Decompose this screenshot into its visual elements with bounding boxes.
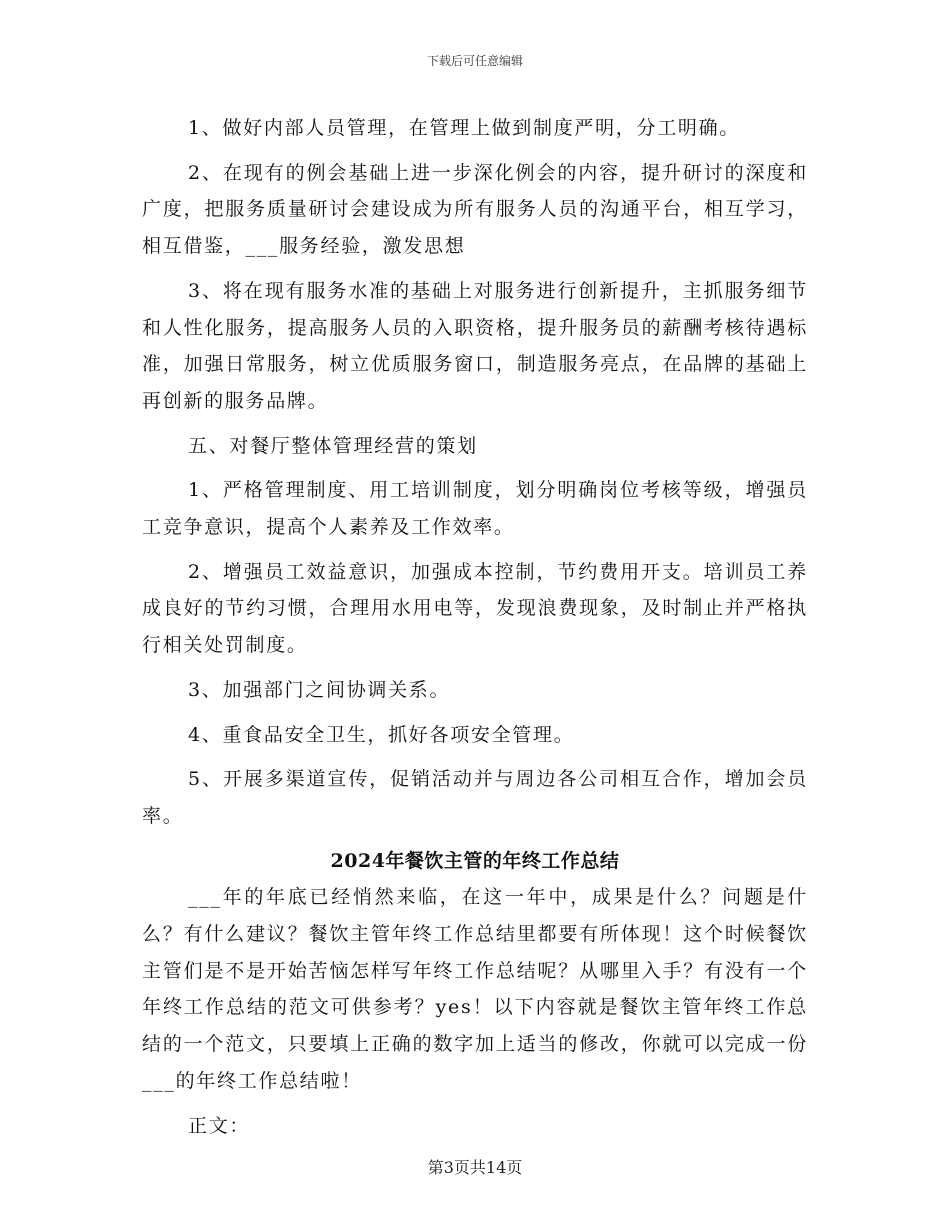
section-title: 2024年餐饮主管的年终工作总结 <box>330 849 620 872</box>
paragraph-item-3: 3、将在现有服务水准的基础上对服务进行创新提升，主抓服务细节和人性化服务，提高服务人员的入职资格，提升服务员的薪酬考核待遇标准，加强日常服务，树立优质服务窗口，制造服务亮点，在品牌的基础上再创新的服务品牌。 <box>142 279 808 412</box>
paragraph-item-2: 2、在现有的例会基础上进一步深化例会的内容，提升研讨的深度和广度，把服务质量研讨会建设成为所有服务人员的沟通平台，相互学习，相互借鉴，___服务经验，激发思想 <box>142 161 808 258</box>
paragraph-item-1: 1、做好内部人员管理，在管理上做到制度严明，分工明确。 <box>188 117 740 139</box>
page-header: 下载后可任意编辑 <box>426 54 523 68</box>
paragraph-item-8: 5、开展多渠道宣传，促销活动并与周边各公司相互合作，增加会员率。 <box>142 768 808 827</box>
body-label: 正文： <box>188 1114 251 1137</box>
paragraph-item-6: 3、加强部门之间协调关系。 <box>188 678 451 701</box>
paragraph-item-5: 2、增强员工效益意识，加强成本控制，节约费用开支。培训员工养成良好的节约习惯，合理用水用电等，发现浪费现象，及时制止并严格执行相关处罚制度。 <box>142 560 808 657</box>
intro-paragraph: ___年的年底已经悄然来临，在这一年中，成果是什么？问题是什么？有什么建议？餐饮主管年终工作总结里都要有所体现！这个时候餐饮主管们是不是开始苦恼怎样写年终工作总结呢？从哪里入手？有没有一个年终工作总结的范文可供参考？yes！以下内容就是餐饮主管年终工作总结的一个范文，只要填上正确的数字加上适当的修改，你就可以完成一份___的年终工作总结啦！ <box>142 886 808 1092</box>
paragraph-item-4: 1、严格管理制度、用工培训制度，划分明确岗位考核等级，增强员工竞争意识，提高个人素养及工作效率。 <box>142 479 808 539</box>
document-body <box>142 110 808 1144</box>
section-heading: 五、对餐厅整体管理经营的策划 <box>188 434 478 457</box>
page-number: 第3页共14页 <box>427 1158 523 1177</box>
paragraph-item-7: 4、重食品安全卫生，抓好各项安全管理。 <box>188 723 575 746</box>
